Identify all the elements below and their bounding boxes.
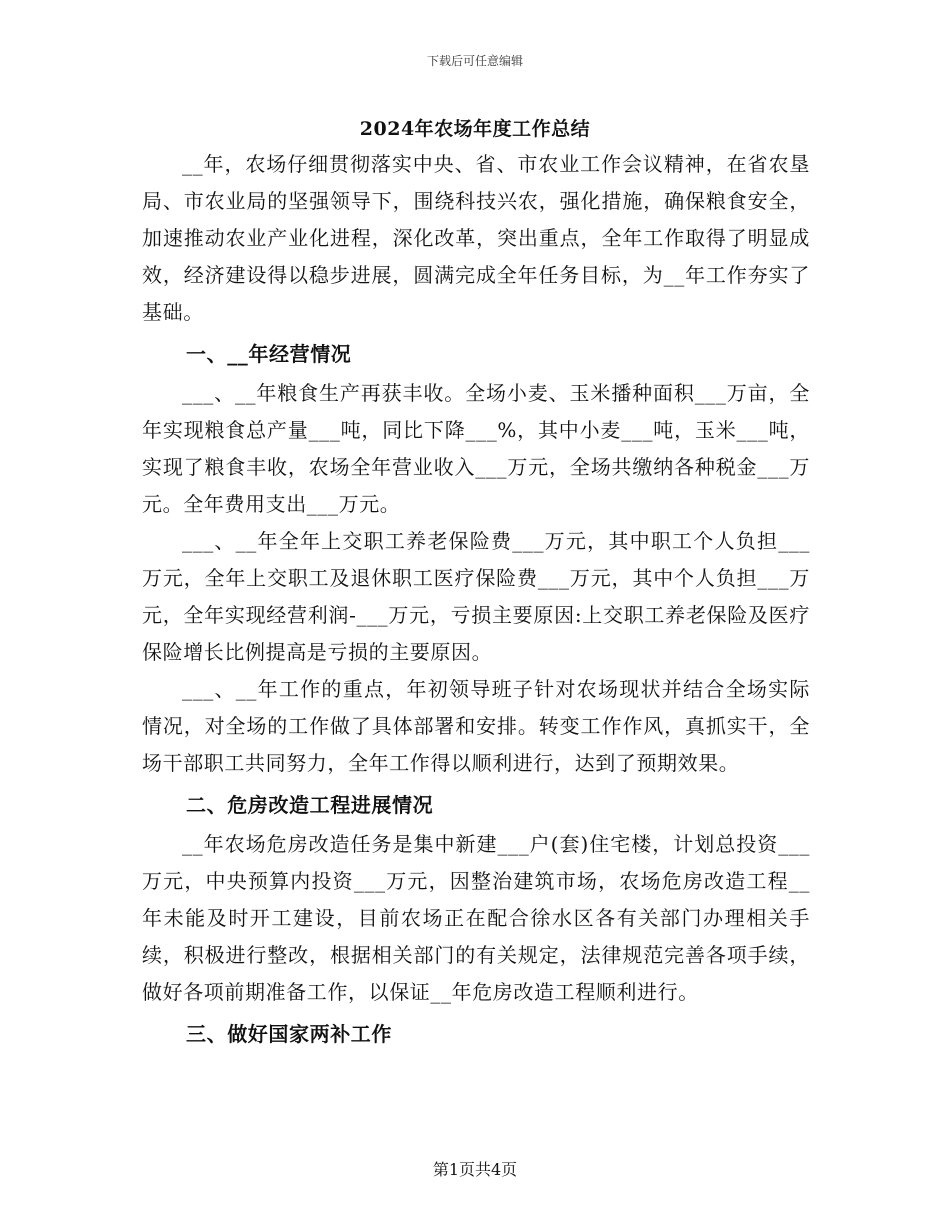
section-heading-housing: 二、危房改造工程进展情况 — [186, 793, 434, 817]
page-header: 下载后可任意编辑 — [426, 54, 523, 68]
section-heading-operations: 一、__年经营情况 — [186, 342, 352, 366]
document-title: 2024年农场年度工作总结 — [359, 118, 591, 140]
section-heading-subsidies: 三、做好国家两补工作 — [186, 1022, 392, 1046]
operations-paragraph-insurance: ___、__年全年上交职工养老保险费___万元，其中职工个人负担___万元，全年上交职工及退休职工医疗保险费___万元，其中个人负担___万元，全年实现经营利润-___万元，亏损主要原因:上交职工养老保险及医疗保险增长比例提高是亏损的主要原因。 — [142, 529, 810, 664]
intro-paragraph: __年，农场仔细贯彻落实中央、省、市农业工作会议精神，在省农垦局、市农业局的坚强领导下，围绕科技兴农，强化措施，确保粮食安全，加速推动农业产业化进程，深化改革，突出重点，全年工作取得了明显成效，经济建设得以稳步进展，圆满完成全年任务目标，为__年工作夯实了基础。 — [142, 152, 810, 324]
page-footer: 第1页共4页 — [432, 1160, 518, 1179]
document-body — [142, 146, 810, 1055]
operations-paragraph-priorities: ___、__年工作的重点，年初领导班子针对农场现状并结合全场实际情况，对全场的工作做了具体部署和安排。转变工作作风，真抓实干，全场干部职工共同努力，全年工作得以顺利进行，达到了预期效果。 — [142, 677, 810, 775]
operations-paragraph-grain: ___、__年粮食生产再获丰收。全场小麦、玉米播种面积___万亩，全年实现粮食总产量___吨，同比下降___%，其中小麦___吨，玉米___吨，实现了粮食丰收，农场全年营业收入___万元，全场共缴纳各种税金___万元。全年费用支出___万元。 — [142, 381, 810, 516]
housing-paragraph: __年农场危房改造任务是集中新建___户(套)住宅楼，计划总投资___万元，中央预算内投资___万元，因整治建筑市场，农场危房改造工程__年未能及时开工建设，目前农场正在配合徐水区各有关部门办理相关手续，积极进行整改，根据相关部门的有关规定，法律规范完善各项手续，做好各项前期准备工作，以保证__年危房改造工程顺利进行。 — [142, 832, 810, 1004]
